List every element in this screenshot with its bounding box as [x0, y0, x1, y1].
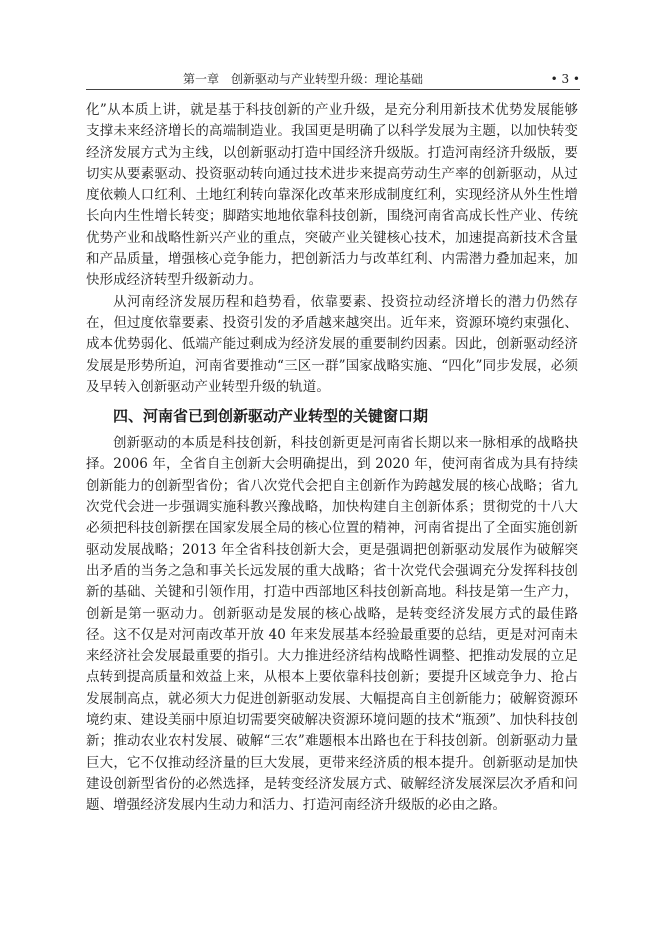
section-heading: 四、河南省已到创新驱动产业转型的关键窗口期 — [113, 407, 429, 426]
paragraph-continued: 化”从本质上讲，就是基于科技创新的产业升级，是充分利用新技术优势发展能够支撑未来经济增长的高端制造业。我国更是明确了以科学发展为主题，以加快转变经济发展方式为主线，以创新驱动打造中国经济升级版。打造河南经济升级版，要切实从要素驱动、投资驱动转向通过技术进步来提高劳动生产率的创新驱动，从过度依赖人口红利、土地红利转向靠深化改革来形成制度红利，实现经济从外生性增长向内生性增长转变；脚踏实地地依靠科技创新，围绕河南省高成长性产业、传统优势产业和战略性新兴产业的重点，突破产业关键核心技术，加速提高新技术含量和产品质量，增强核心竞争能力，把创新活力与改革红利、内需潜力叠加起来，加快形成经济转型升级新动力。 — [86, 102, 578, 289]
header-rule — [86, 89, 580, 90]
section-paragraph: 创新驱动的本质是科技创新，科技创新更是河南省长期以来一脉相承的战略抉择。2006 年，全省自主创新大会明确提出，到 2020 年，使河南省成为具有持续创新能力的创新型省份；省八次党代会把自主创新作为跨越发展的核心战略；省九次党代会进一步强调实施科教兴豫战略，加快构建自主创新体系；贯彻党的十八大必须把科技创新摆在国家发展全局的核心位置的精神，河南省提出了全面实施创新驱动发展战略；2013 年全省科技创新大会，更是强调把创新驱动发展作为破解突出矛盾的当务之急和事关长远发展的重大战略；省十次党代会强调充分发挥科技创新的基础、关键和引领作用，打造中西部地区科技创新高地。科技是第一生产力，创新是第一驱动力。创新驱动是发展的核心战略，是转变经济发展方式的最佳路径。这不仅是对河南改革开放 40 年来发展基本经验最重要的总结，更是对河南未来经济社会发展最重要的指引。大力推进经济结构战略性调整、把推动发展的立足点转到提高质量和效益上来，从根本上要依靠科技创新；要提升区域竞争力、抢占发展制高点，就必须大力促进创新驱动发展、大幅提高自主创新能力；破解资源环境约束、建设美丽中原迫切需要突破解决资源环境问题的技术“瓶颈”、加快科技创新；推动农业农村发展、破解“三农”难题根本出路也在于科技创新。创新驱动力量巨大，它不仅推动经济量的巨大发展，更带来经济质的根本提升。创新驱动是加快建设创新型省份的必然选择，是转变经济发展方式、破解经济发展深层次矛盾和问题、增强经济发展内生动力和活力、打造河南经济升级版的必由之路。 — [86, 435, 578, 814]
paragraph: 从河南经济发展历程和趋势看，依靠要素、投资拉动经济增长的潜力仍然存在，但过度依靠要素、投资引发的矛盾越来越突出。近年来，资源环境约束强化、成本优势弱化、低端产能过剩成为经济发展的重要制约因素。因此，创新驱动经济发展是形势所迫，河南省要推动“三区一群”国家战略实施、“四化”同步发展，必须及早转入创新驱动产业转型升级的轨道。 — [86, 293, 578, 395]
running-header — [86, 60, 580, 86]
page-number: • 3 • — [550, 72, 580, 86]
chapter-title: 第一章 创新驱动与产业转型升级：理论基础 — [182, 72, 423, 86]
page-body — [86, 100, 578, 817]
